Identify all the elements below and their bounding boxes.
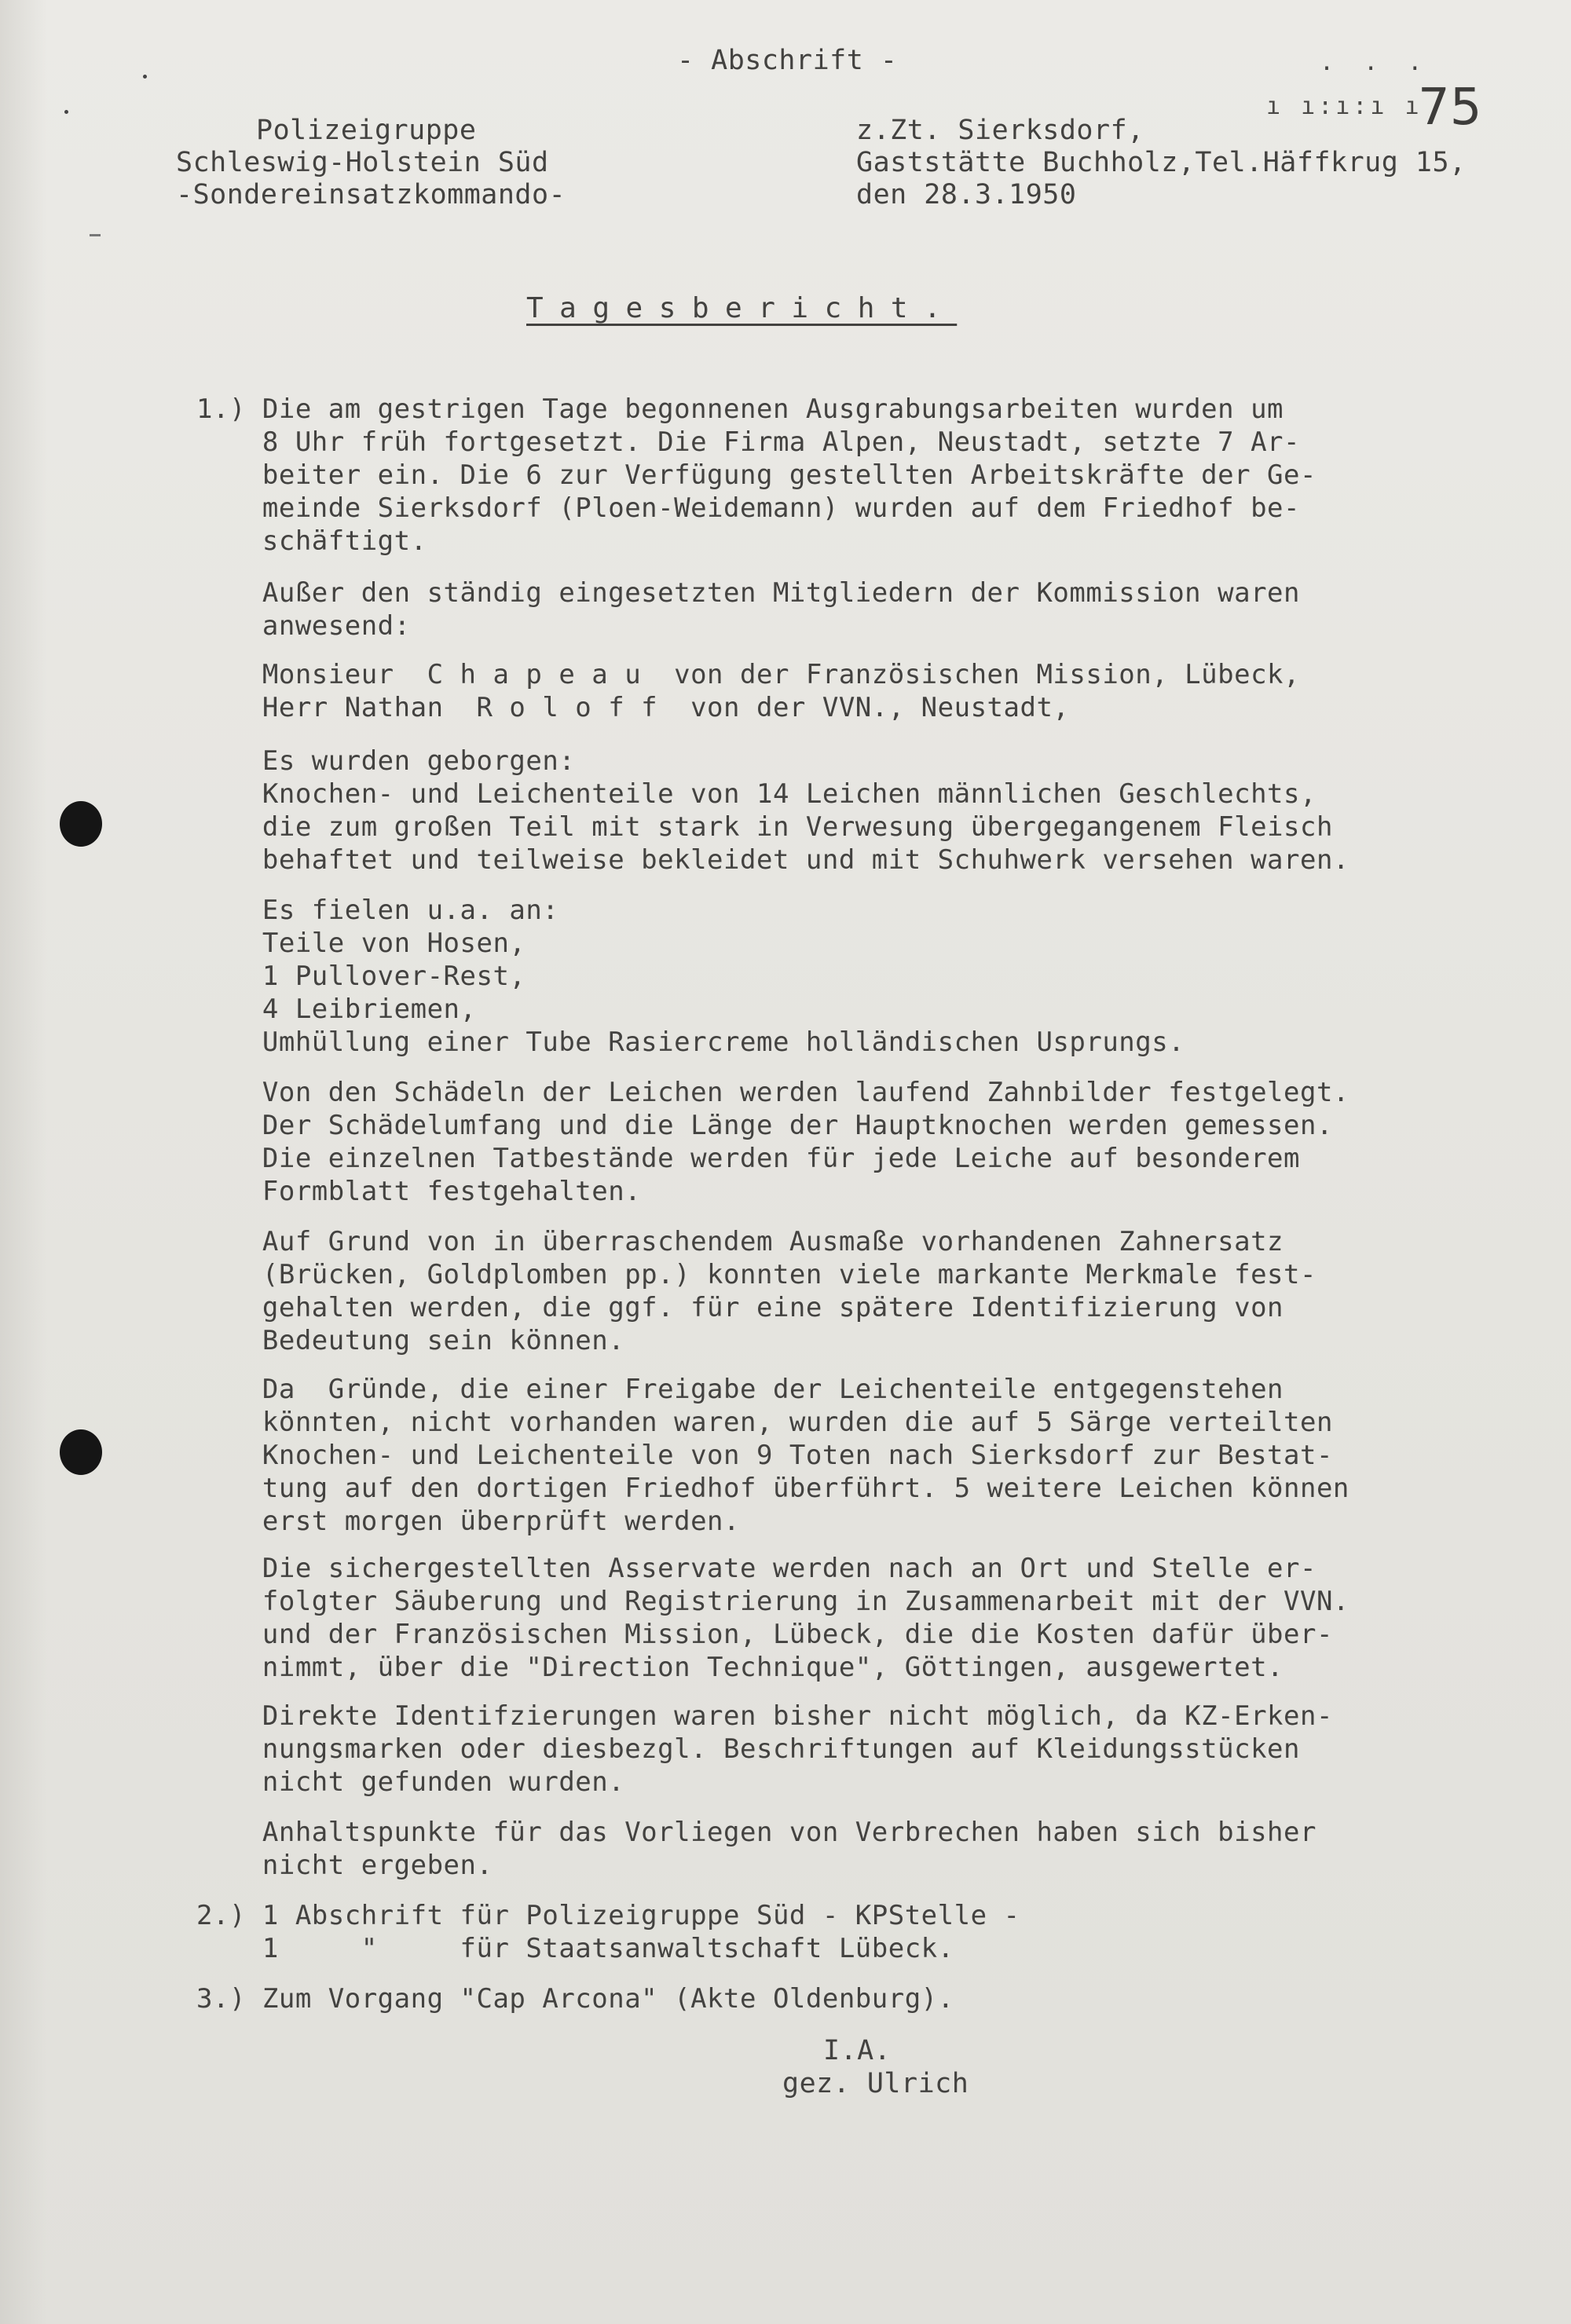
body-line: nicht ergeben. [196,1850,493,1881]
body-line: Knochen- und Leichenteile von 9 Toten nach Sierksdorf zur Bestat- [196,1440,1333,1471]
body-line: Knochen- und Leichenteile von 14 Leichen männlichen Geschlechts, [196,778,1316,810]
body-line: anwesend: [196,610,411,642]
body-line: 4 Leibriemen, [196,994,477,1025]
body-line: 1.) Die am gestrigen Tage begonnenen Ausgrabungsarbeiten wurden um [196,393,1284,425]
margin-mark [90,234,101,236]
body-line: Die sichergestellten Asservate werden nach an Ort und Stelle er- [196,1553,1316,1584]
sender-line: -Sondereinsatzkommando- [176,179,566,210]
document-title: Tagesbericht. [526,292,958,324]
punch-hole-upper [60,801,102,847]
body-line: Da Gründe, die einer Freigabe der Leichenteile entgegenstehen [196,1374,1284,1405]
copy-mark: - Abschrift - [677,45,898,76]
folio-number: 75 [1418,79,1482,137]
body-line: beiter ein. Die 6 zur Verfügung gestellten Arbeitskräfte der Ge- [196,459,1316,491]
signature-line: gez. Ulrich [782,2068,969,2099]
body-line: tung auf den dortigen Friedhof überführt. 5 weitere Leichen können [196,1473,1349,1504]
punch-hole-lower [60,1429,102,1475]
body-line: Anhaltspunkte für das Vorliegen von Verbrechen haben sich bisher [196,1817,1316,1848]
body-line: die zum großen Teil mit stark in Verwesung übergegangenem Fleisch [196,811,1333,843]
location-line: z.Zt. Sierksdorf, [856,115,1144,146]
body-line: Herr Nathan R o l o f f von der VVN., Neustadt, [196,692,1070,723]
body-line: Bedeutung sein können. [196,1325,625,1356]
body-line: folgter Säuberung und Registrierung in Zusammenarbeit mit der VVN. [196,1586,1349,1617]
body-line: Der Schädelumfang und die Länge der Hauptknochen werden gemessen. [196,1110,1333,1141]
body-line: Es wurden geborgen: [196,745,576,777]
body-line: meinde Sierksdorf (Ploen-Weidemann) wurden auf dem Friedhof be- [196,492,1300,524]
body-line: Auf Grund von in überraschendem Ausmaße vorhandenen Zahnersatz [196,1226,1284,1257]
body-line: Formblatt festgehalten. [196,1176,642,1207]
ink-speck [64,110,68,114]
body-line: Direkte Identifzierungen waren bisher nicht möglich, da KZ-Erken- [196,1700,1333,1732]
body-line: behaftet und teilweise bekleidet und mit Schuhwerk versehen waren. [196,844,1349,876]
body-line: schäftigt. [196,525,427,557]
body-line: 8 Uhr früh fortgesetzt. Die Firma Alpen, Neustadt, setzte 7 Ar- [196,426,1300,458]
sender-line: Schleswig-Holstein Süd [176,147,549,178]
body-line: Die einzelnen Tatbestände werden für jede Leiche auf besonderem [196,1143,1300,1174]
body-line: Außer den ständig eingesetzten Mitgliedern der Kommission waren [196,577,1300,609]
body-line: gehalten werden, die ggf. für eine spätere Identifizierung von [196,1292,1284,1323]
body-line: erst morgen überprüft werden. [196,1506,741,1537]
body-line: 2.) 1 Abschrift für Polizeigruppe Süd - KPStelle - [196,1900,1020,1931]
folio-marks: ı ı:ı:ı ı [1266,93,1423,120]
body-line: Es fielen u.a. an: [196,895,559,926]
body-line: nimmt, über die "Direction Technique", Göttingen, ausgewertet. [196,1652,1284,1683]
top-dots: . . . [1320,49,1430,76]
body-line: nungsmarken oder diesbezgl. Beschriftungen auf Kleidungsstücken [196,1733,1300,1765]
body-line: 1 Pullover-Rest, [196,961,526,992]
body-line: Monsieur C h a p e a u von der Französischen Mission, Lübeck, [196,659,1300,690]
body-line: und der Französischen Mission, Lübeck, die die Kosten dafür über- [196,1619,1333,1650]
body-line: Von den Schädeln der Leichen werden laufend Zahnbilder festgelegt. [196,1077,1349,1108]
signature-line: I.A. [823,2035,892,2066]
ink-speck [143,75,147,79]
location-line: den 28.3.1950 [856,179,1077,210]
body-line: Teile von Hosen, [196,928,526,959]
body-line: 3.) Zum Vorgang "Cap Arcona" (Akte Oldenburg). [196,1983,954,2015]
sender-line: Polizeigruppe [256,115,477,146]
body-line: 1 " für Staatsanwaltschaft Lübeck. [196,1933,954,1964]
body-line: Umhüllung einer Tube Rasiercreme holländischen Usprungs. [196,1027,1185,1058]
body-line: nicht gefunden wurden. [196,1766,625,1798]
body-line: könnten, nicht vorhanden waren, wurden die auf 5 Särge verteilten [196,1407,1333,1438]
location-line: Gaststätte Buchholz,Tel.Häffkrug 15, [856,147,1467,178]
body-line: (Brücken, Goldplomben pp.) konnten viele markante Merkmale fest- [196,1259,1316,1290]
